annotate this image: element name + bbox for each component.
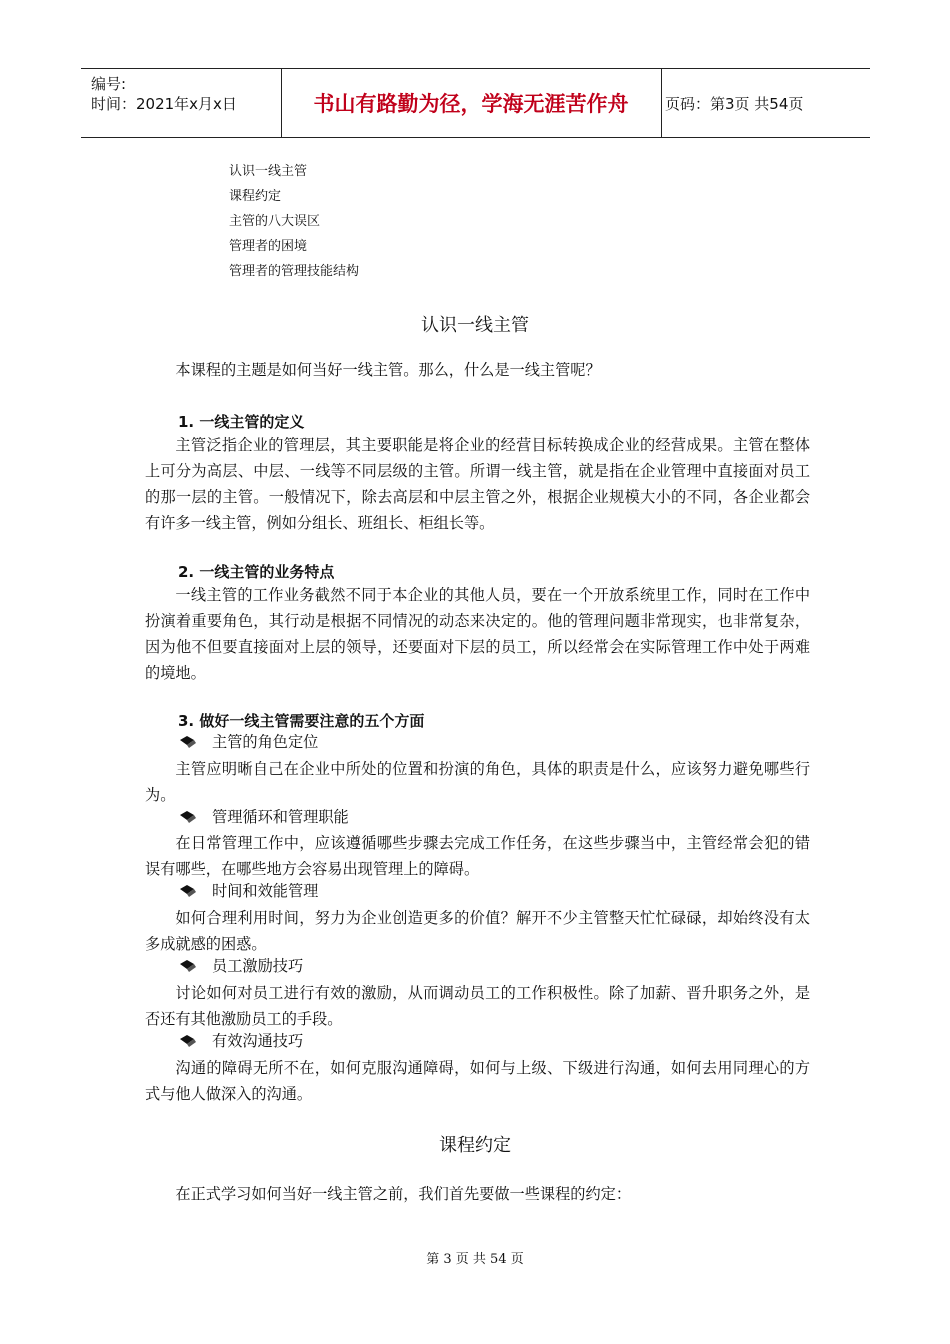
serial-label: 编号: (91, 75, 127, 93)
toc-item[interactable]: 管理者的困境 (229, 239, 308, 254)
paragraph: 主管泛指企业的管理层，其主要职能是将企业的经营目标转换成企业的经营成果。主管在整体上可分为高层、中层、一线等不同层级的主管。所谓一线主管，就是指在企业管理中直接面对员工的那一层的主管。一般情况下，除去高层和中层主管之外，根据企业规模大小的不同，各企业都会有许多一线主管，例如分组长、班组长、柜组长等。 (145, 436, 810, 532)
aspect-title: 管理循环和管理职能 (212, 808, 349, 826)
aspect-text: 主管应明晰自己在企业中所处的位置和扮演的角色，具体的职责是什么，应该努力避免哪些行为。 (145, 760, 810, 804)
aspect-title: 主管的角色定位 (212, 733, 319, 751)
aspect-title: 员工激励技巧 (212, 957, 304, 975)
diamond-bullet-icon (178, 810, 198, 824)
toc-item[interactable]: 管理者的管理技能结构 (229, 264, 360, 279)
aspect-text: 讨论如何对员工进行有效的激励，从而调动员工的工作积极性。除了加薪、晋升职务之外，是否还有其他激励员工的手段。 (145, 984, 810, 1028)
header-meta (81, 69, 282, 137)
diamond-bullet-icon (178, 735, 198, 749)
aspect-bullet (178, 806, 349, 827)
aspect-text: 沟通的障碍无所不在，如何克服沟通障碍，如何与上级、下级进行沟通，如何去用同理心的方式与他人做深入的沟通。 (145, 1059, 810, 1103)
aspect-bullet (178, 955, 303, 976)
aspect-bullet (178, 731, 318, 752)
aspect-bullet (178, 1030, 303, 1051)
section-title: 认识一线主管 (421, 315, 529, 336)
toc-item[interactable]: 课程约定 (229, 189, 282, 204)
diamond-bullet-icon (178, 884, 198, 898)
date-label: 时间：2021年x月x日 (91, 95, 237, 113)
subheading: 3. 做好一线主管需要注意的五个方面 (178, 712, 425, 730)
subheading: 2. 一线主管的业务特点 (178, 563, 335, 581)
intro-paragraph: 本课程的主题是如何当好一线主管。那么，什么是一线主管呢？ (175, 361, 601, 379)
page-header (81, 68, 870, 138)
toc-item[interactable]: 认识一线主管 (229, 164, 308, 179)
header-motto: 书山有路勤为径，学海无涯苦作舟 (281, 69, 662, 137)
aspect-bullet (178, 880, 318, 901)
section-title: 课程约定 (439, 1135, 511, 1156)
intro-paragraph: 在正式学习如何当好一线主管之前，我们首先要做一些课程的约定： (175, 1185, 632, 1203)
aspect-title: 时间和效能管理 (212, 882, 319, 900)
toc-item[interactable]: 主管的八大误区 (229, 214, 321, 229)
aspect-title: 有效沟通技巧 (212, 1032, 304, 1050)
subheading: 1. 一线主管的定义 (178, 413, 305, 431)
aspect-text: 如何合理利用时间，努力为企业创造更多的价值？解开不少主管整天忙忙碌碌，却始终没有太多成就感的困惑。 (145, 909, 810, 953)
aspect-text: 在日常管理工作中，应该遵循哪些步骤去完成工作任务，在这些步骤当中，主管经常会犯的错误有哪些，在哪些地方会容易出现管理上的障碍。 (145, 834, 810, 878)
page-footer: 第 3 页 共 54 页 (426, 1252, 524, 1267)
paragraph: 一线主管的工作业务截然不同于本企业的其他人员，要在一个开放系统里工作，同时在工作中扮演着重要角色，其行动是根据不同情况的动态来决定的。他的管理问题非常现实，也非常复杂，因为他不但要直接面对上层的领导，还要面对下层的员工，所以经常会在实际管理工作中处于两难的境地。 (145, 586, 810, 682)
table-of-contents (229, 162, 359, 287)
diamond-bullet-icon (178, 959, 198, 973)
diamond-bullet-icon (178, 1034, 198, 1048)
header-page-info: 页码：第3页 共54页 (665, 94, 804, 113)
